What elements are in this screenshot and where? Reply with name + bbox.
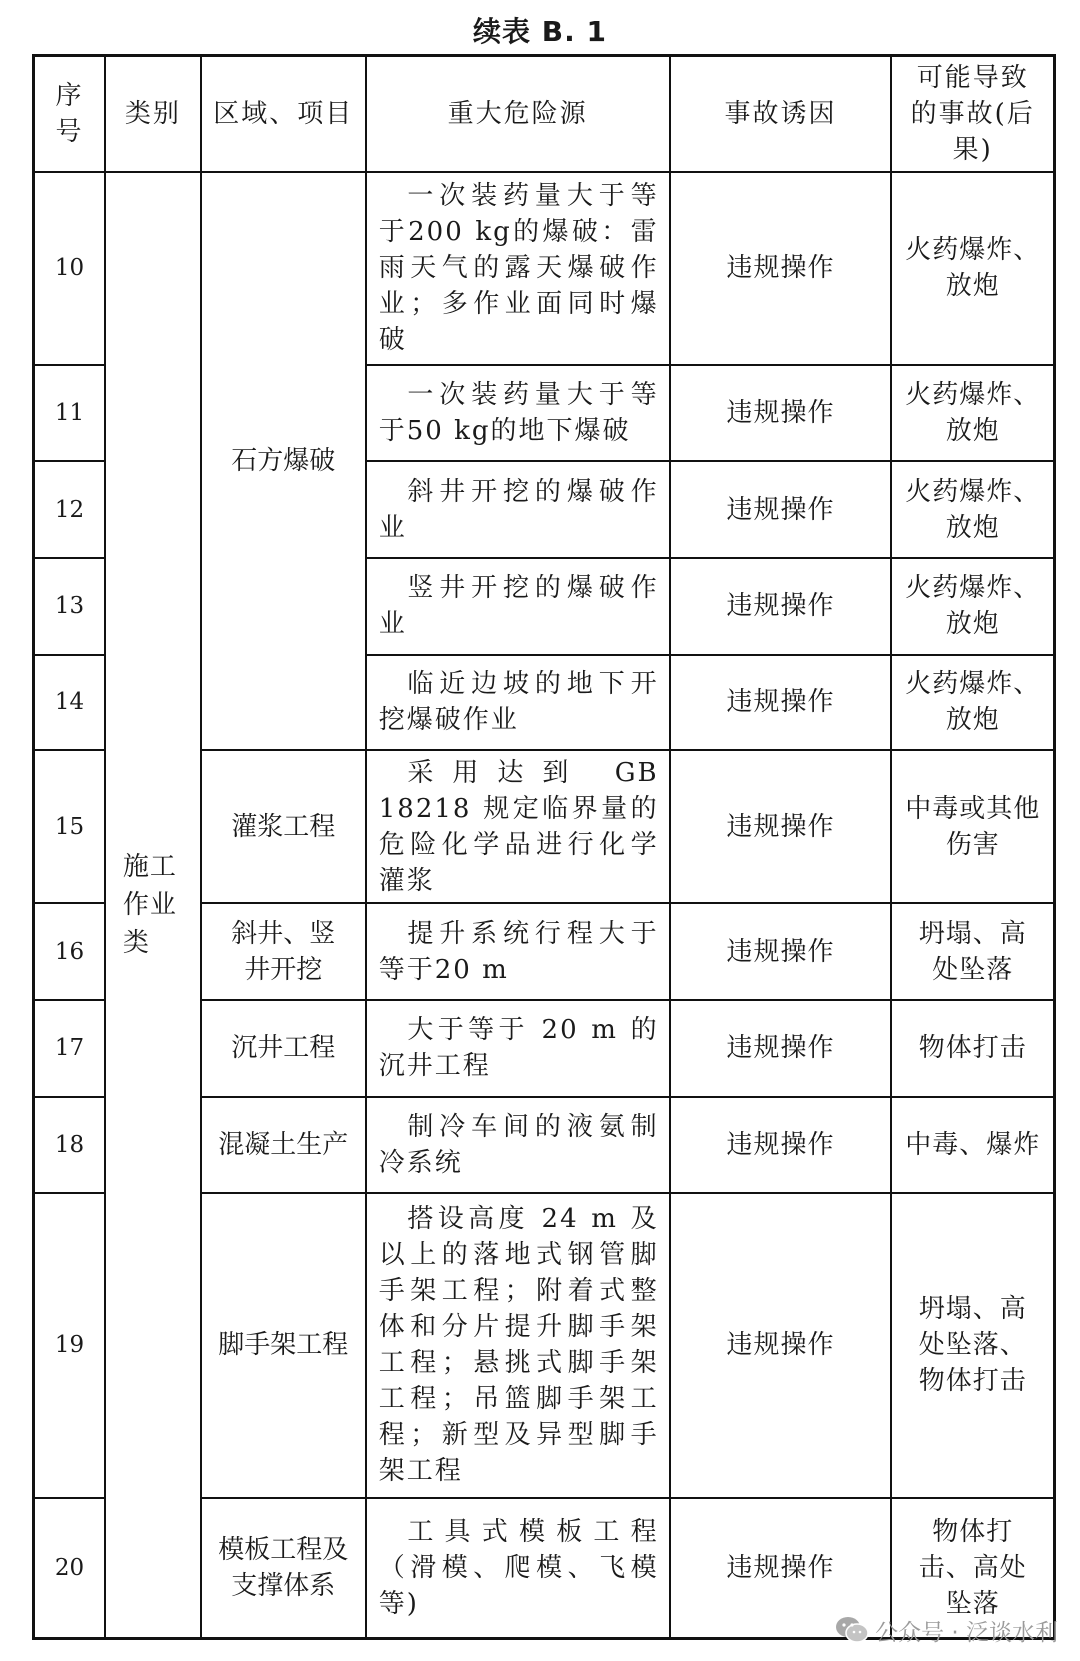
category-label: 施工作业类 [122,851,177,958]
row-seq: 14 [34,655,106,751]
cause-cell: 违规操作 [670,1000,892,1097]
cause-cell: 违规操作 [670,461,892,558]
table-header-row [34,56,1055,172]
hazard-text: 一次装药量大于等于50 kg的地下爆破 [378,380,659,447]
result-cell: 中毒、爆炸 [891,1097,1054,1194]
header-area: 区域、项目 [201,56,366,172]
cause-cell: 违规操作 [670,365,892,462]
hazard-table [32,54,1056,1640]
row-seq: 18 [34,1097,106,1194]
row-seq: 10 [34,172,106,365]
row-seq: 19 [34,1193,106,1498]
result-cell: 火药爆炸、放炮 [891,172,1054,365]
hazard-cell [366,750,670,903]
hazard-text: 采用达到 GB 18218 规定临界量的危险化学品进行化学灌浆 [378,757,659,896]
hazard-text: 工具式模板工程（滑模、爬模、飞模等) [378,1516,659,1619]
hazard-cell [366,655,670,751]
row-seq: 15 [34,750,106,903]
result-cell: 火药爆炸、放炮 [891,461,1054,558]
hazard-cell [366,558,670,655]
header-seq: 序号 [34,56,106,172]
header-hazard: 重大危险源 [366,56,670,172]
row-seq: 16 [34,903,106,1000]
hazard-text: 提升系统行程大于等于20 m [378,918,659,985]
area-cell-blasting: 石方爆破 [201,172,366,751]
cause-cell: 违规操作 [670,903,892,1000]
header-category: 类别 [105,56,201,172]
hazard-cell [366,172,670,365]
area-cell-grouting: 灌浆工程 [201,750,366,903]
cause-cell: 违规操作 [670,172,892,365]
row-seq: 20 [34,1498,106,1639]
hazard-cell [366,365,670,462]
result-cell: 中毒或其他伤害 [891,750,1054,903]
area-cell-shaft: 斜井、竖井开挖 [201,903,366,1000]
area-cell-formwork: 模板工程及支撑体系 [201,1498,366,1639]
result-cell: 物体打击 [891,1000,1054,1097]
row-seq: 17 [34,1000,106,1097]
hazard-text: 大于等于 20 m 的沉井工程 [378,1015,659,1082]
cause-cell: 违规操作 [670,558,892,655]
row-seq: 12 [34,461,106,558]
result-cell: 坍塌、高处坠落、物体打击 [891,1193,1054,1498]
header-result: 可能导致的事故(后果) [891,56,1054,172]
hazard-cell [366,1097,670,1194]
watermark [835,1611,1058,1649]
area-cell-caisson: 沉井工程 [201,1000,366,1097]
result-cell: 坍塌、高处坠落 [891,903,1054,1000]
hazard-cell [366,903,670,1000]
table-row [34,172,1055,365]
hazard-cell [366,1193,670,1498]
result-cell: 火药爆炸、放炮 [891,365,1054,462]
hazard-text: 临近边坡的地下开挖爆破作业 [378,669,659,736]
result-cell: 火药爆炸、放炮 [891,655,1054,751]
cause-cell: 违规操作 [670,655,892,751]
row-seq: 13 [34,558,106,655]
hazard-cell [366,1000,670,1097]
hazard-text: 搭设高度 24 m 及以上的落地式钢管脚手架工程；附着式整体和分片提升脚手架工程；悬挑式脚手架工程；吊篮脚手架工程；新型及异型脚手架工程 [378,1204,659,1487]
wechat-icon [835,1615,869,1645]
header-cause: 事故诱因 [670,56,892,172]
hazard-cell [366,1498,670,1639]
cause-cell: 违规操作 [670,1193,892,1498]
result-cell: 物体打击、高处坠落 [891,1498,1054,1639]
hazard-text: 制冷车间的液氨制冷系统 [378,1111,659,1178]
hazard-text: 竖井开挖的爆破作业 [378,573,659,640]
cause-cell: 违规操作 [670,1498,892,1639]
cause-cell: 违规操作 [670,1097,892,1194]
hazard-text: 斜井开挖的爆破作业 [378,476,659,543]
row-seq: 11 [34,365,106,462]
hazard-cell [366,461,670,558]
area-cell-concrete: 混凝土生产 [201,1097,366,1194]
hazard-text: 一次装药量大于等于200 kg的爆破：雷雨天气的露天爆破作业；多作业面同时爆破 [378,181,659,356]
result-cell: 火药爆炸、放炮 [891,558,1054,655]
watermark-text: 公众号 · 泛谈水利 [875,1619,1058,1646]
area-cell-scaffold: 脚手架工程 [201,1193,366,1498]
category-cell [105,172,201,1639]
cause-cell: 违规操作 [670,750,892,903]
table-title: 续表 B. 1 [473,15,607,48]
